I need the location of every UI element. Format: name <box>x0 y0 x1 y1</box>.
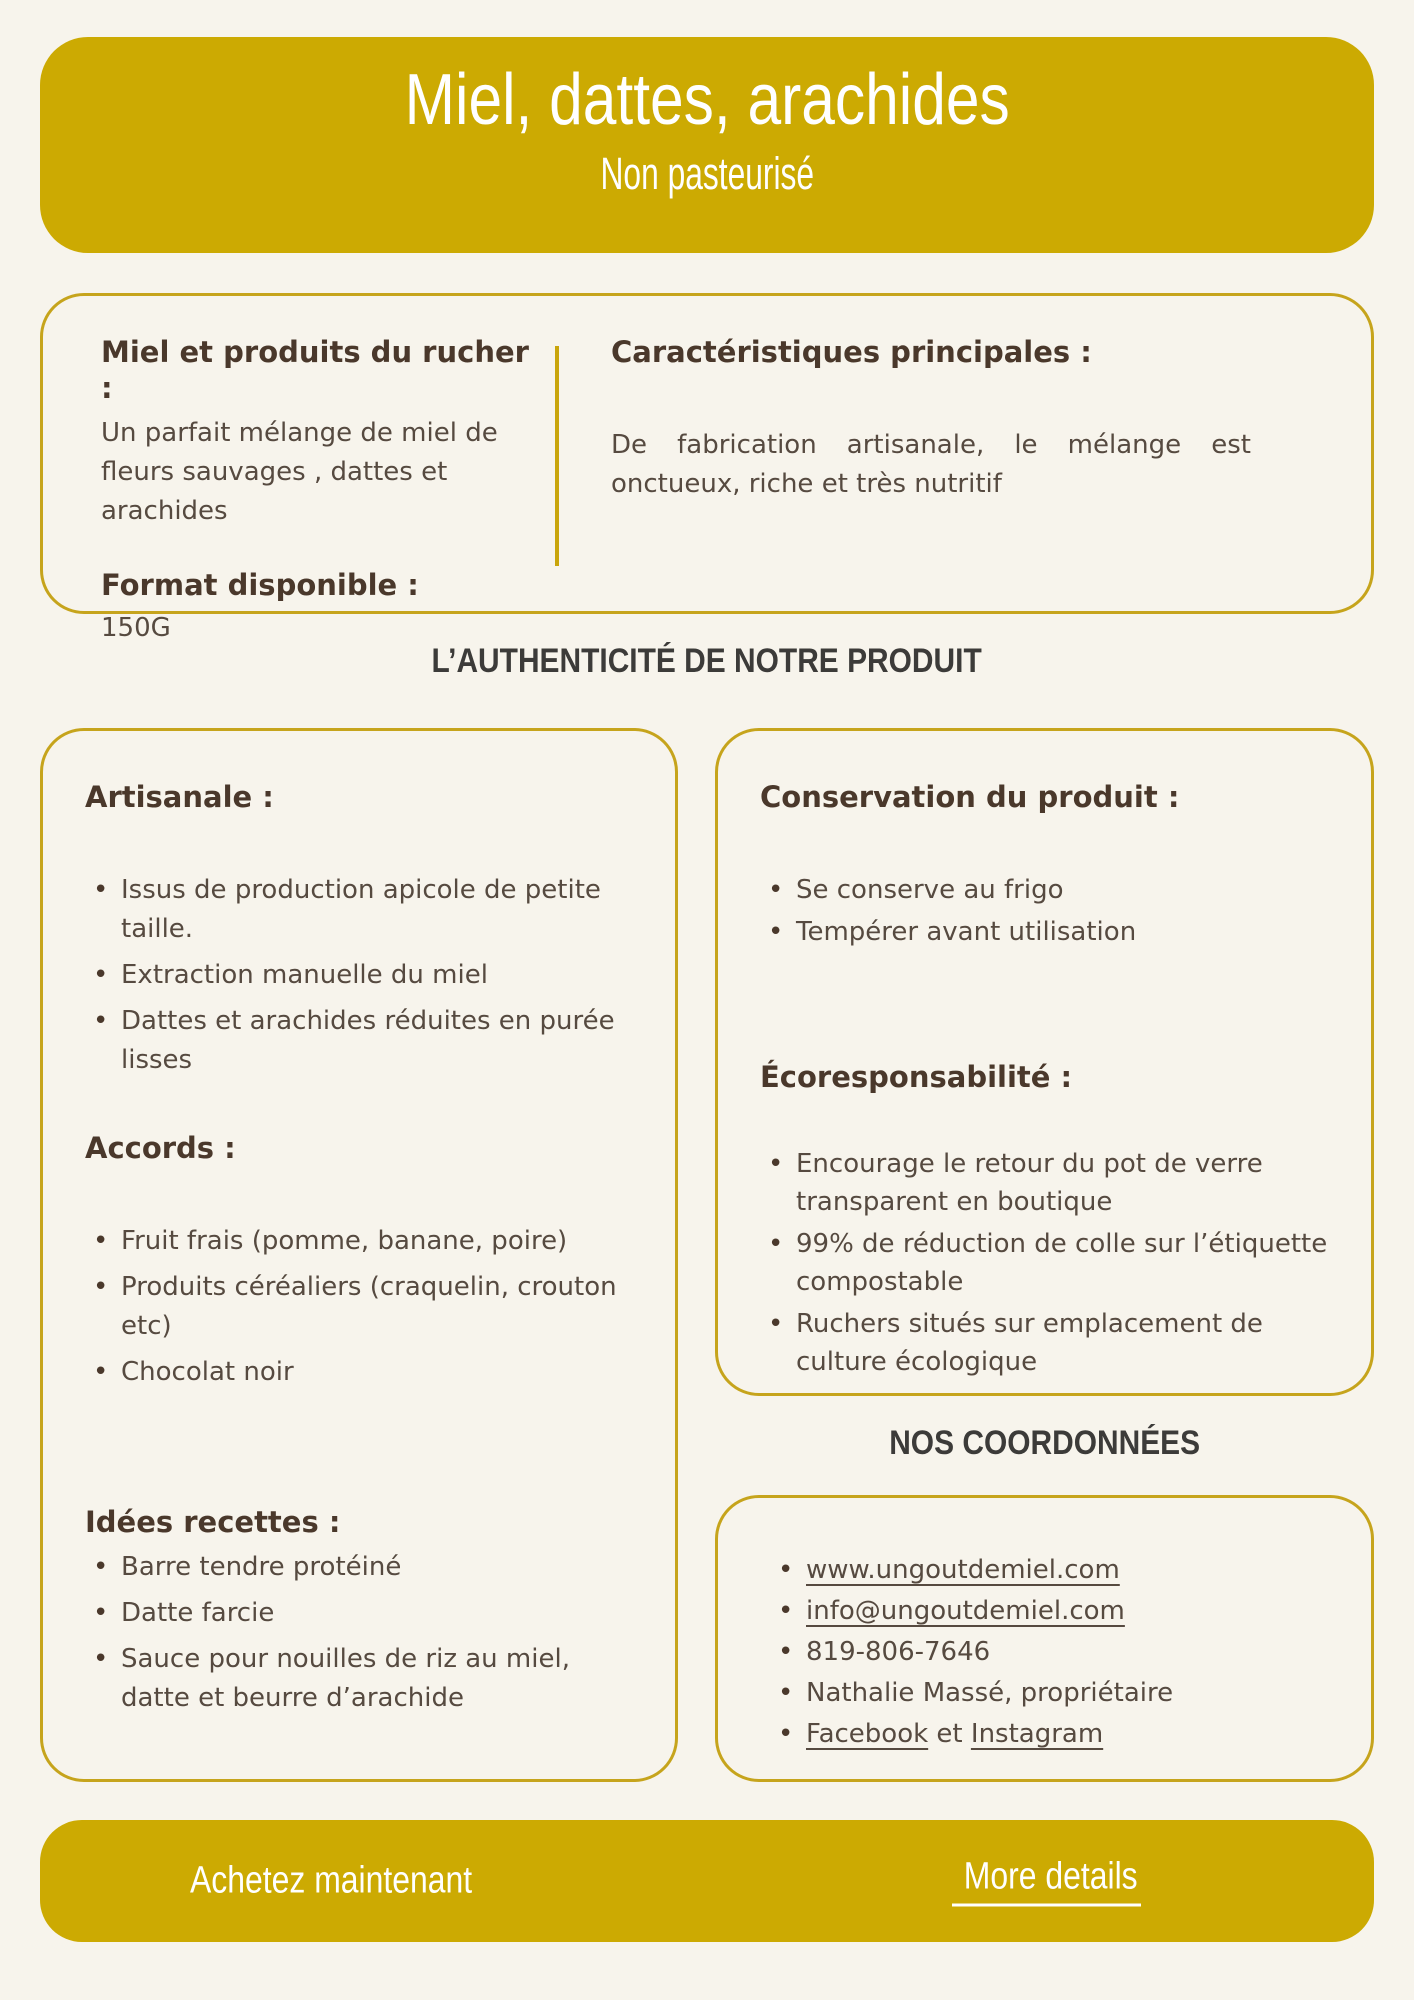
more-details-link[interactable]: More details <box>952 1856 1141 1907</box>
list-item <box>770 1550 1329 1590</box>
list-item: • Dattes et arachides réduites en purée lisses <box>85 1002 633 1080</box>
ecoresponsabilite-list <box>760 1145 1329 1381</box>
list-item: • Tempérer avant utilisation <box>760 913 1329 951</box>
page-title: Miel, dattes, arachides <box>404 60 1010 140</box>
owner-name: Nathalie Massé, propriétaire <box>806 1678 1174 1708</box>
product-info-box <box>40 293 1374 643</box>
list-item: • Extraction manuelle du miel <box>85 956 633 995</box>
product-summary-text: Un parfait mélange de miel de fleurs sauvages , dattes et arachides <box>101 418 498 526</box>
product-summary-column <box>101 334 546 648</box>
website-link[interactable]: www.ungoutdemiel.com <box>806 1555 1120 1585</box>
list-item: • Chocolat noir <box>85 1353 633 1392</box>
list-item: • 99% de réduction de colle sur l’étiquette compostable <box>760 1225 1329 1301</box>
accords-heading: Accords : <box>85 1131 236 1165</box>
list-item: • Ruchers situés sur emplacement de culture écologique <box>760 1305 1329 1381</box>
social-separator: et <box>928 1719 971 1749</box>
page-subtitle: Non pasteurisé <box>600 147 814 199</box>
vertical-divider <box>555 346 559 566</box>
list-item: • Datte farcie <box>85 1594 633 1633</box>
conservation-heading: Conservation du produit : <box>760 780 1180 814</box>
accords-list <box>85 1222 633 1392</box>
characteristics-heading: Caractéristiques principales : <box>611 335 1092 369</box>
footer-banner <box>40 1820 1374 1942</box>
authenticity-heading: L’AUTHENTICITÉ DE NOTRE PRODUIT <box>431 642 983 680</box>
recettes-heading: Idées recettes : <box>85 1505 341 1539</box>
social-links <box>770 1714 1329 1754</box>
format-value: 150G <box>101 613 171 643</box>
artisanale-heading: Artisanale : <box>85 780 274 814</box>
buy-now-button[interactable]: Achetez maintenant <box>190 1859 473 1902</box>
contact-card <box>715 1495 1374 1782</box>
contact-heading: NOS COORDONNÉES <box>889 1424 1200 1462</box>
list-item: • Fruit frais (pomme, banane, poire) <box>85 1222 633 1261</box>
phone-number: 819-806-7646 <box>806 1637 991 1667</box>
contact-list <box>770 1550 1329 1754</box>
list-item: • Encourage le retour du pot de verre transparent en boutique <box>760 1145 1329 1221</box>
facebook-link[interactable]: Facebook <box>806 1719 929 1749</box>
list-item: • Se conserve au frigo <box>760 871 1329 909</box>
instagram-link[interactable]: Instagram <box>970 1719 1104 1749</box>
list-item <box>770 1591 1329 1631</box>
format-heading: Format disponible : <box>101 568 419 602</box>
list-item: • Issus de production apicole de petite taille. <box>85 871 633 949</box>
list-item <box>770 1673 1329 1713</box>
product-summary-heading: Miel et produits du rucher : <box>101 335 529 405</box>
header-banner <box>40 37 1374 253</box>
authenticity-right-card <box>715 728 1374 1396</box>
characteristics-text: De fabrication artisanale, le mélange est onctueux, riche et très nutritif <box>611 430 1251 499</box>
characteristics-column <box>611 334 1251 504</box>
list-item: • Barre tendre protéiné <box>85 1548 633 1587</box>
recettes-list <box>85 1548 633 1718</box>
email-link[interactable]: info@ungoutdemiel.com <box>806 1596 1125 1626</box>
artisanale-list <box>85 871 633 1080</box>
list-item <box>770 1632 1329 1672</box>
list-item: • Produits céréaliers (craquelin, crouton etc) <box>85 1268 633 1346</box>
conservation-list <box>760 871 1329 951</box>
ecoresponsabilite-heading: Écoresponsabilité : <box>760 1060 1073 1094</box>
authenticity-left-card <box>40 728 678 1782</box>
list-item: • Sauce pour nouilles de riz au miel, datte et beurre d’arachide <box>85 1640 633 1718</box>
